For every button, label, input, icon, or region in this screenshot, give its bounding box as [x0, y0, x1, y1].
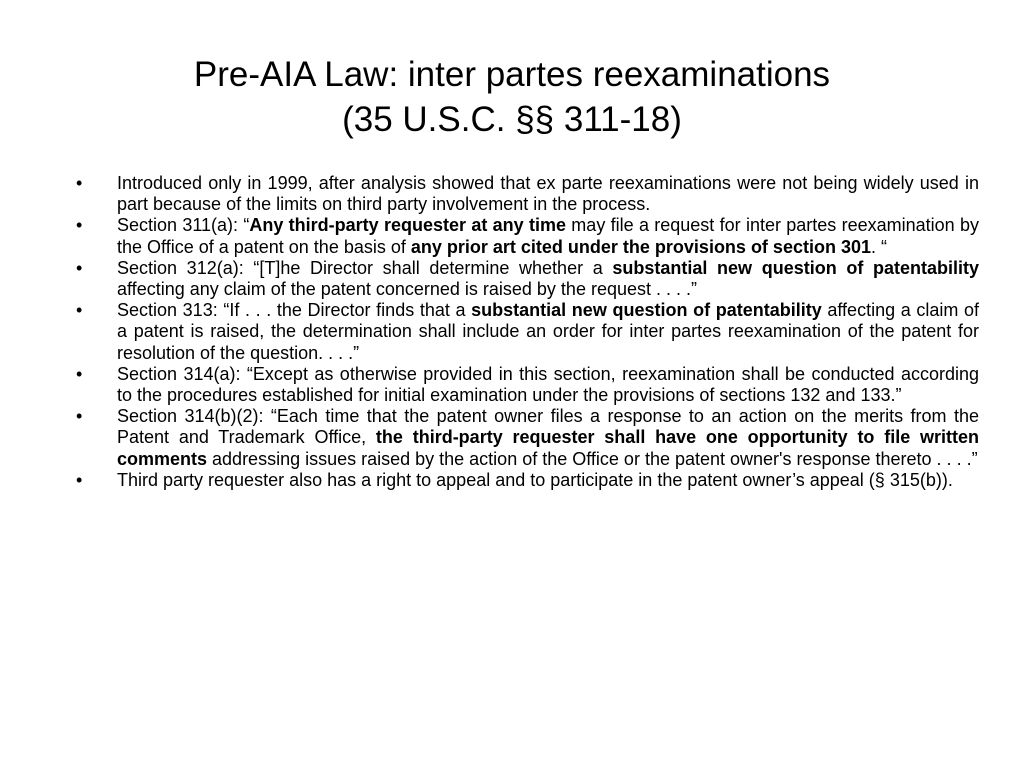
- bullet-text-segment: affecting a claim of a patent is raised, the determination shall include an order for inter partes reexamination of the patent for resolution of the question. . . .”: [117, 300, 980, 363]
- bullet-text-segment: may file a request for inter partes reexamination by the Office of a patent on the basis of: [117, 215, 979, 257]
- slide-title: [0, 52, 1024, 142]
- bullet-item: [76, 470, 979, 491]
- bullet-text: [117, 406, 979, 468]
- bullet-text-segment: addressing issues raised by the action of the Office or the patent owner's response thereto . . . .”: [207, 448, 978, 469]
- bullet-text-segment: affecting any claim of the patent concerned is raised by the request . . . .”: [117, 279, 697, 300]
- bullet-text-segment: Section 312(a): “[T]he Director shall determine whether a: [117, 257, 613, 278]
- bullet-text: [117, 215, 979, 256]
- bullet-dot-icon: •: [76, 173, 83, 193]
- bullet-dot-icon: •: [76, 363, 83, 384]
- bullet-text-emphasis: Any third-party requester at any time: [249, 215, 566, 236]
- bullet-text-emphasis: substantial new question of patentability: [471, 300, 822, 321]
- bullet-text-emphasis: the third-party requester shall have one opportunity to file written comments: [117, 427, 979, 469]
- bullet-text: [117, 300, 979, 362]
- bullet-list: [76, 173, 979, 491]
- bullet-text-segment: Introduced only in 1999, after analysis showed that ex parte reexaminations were not being widely used in part because of the limits on third party involvement in the process.: [117, 173, 979, 215]
- slide-title-line-1: Pre-AIA Law: inter partes reexaminations: [193, 55, 831, 94]
- bullet-text: [117, 470, 953, 490]
- bullet-text-segment: Section 313: “If . . . the Director finds that a: [117, 300, 472, 321]
- bullet-text-emphasis: any prior art cited under the provisions of section 301: [410, 236, 871, 257]
- bullet-text-segment: Section 314(b)(2): “Each time that the patent owner files a response to an action on the merits from the Patent and Trademark Office,: [117, 406, 979, 448]
- bullet-item: [76, 300, 979, 364]
- bullet-text: [117, 364, 979, 405]
- bullet-item: [76, 258, 979, 300]
- bullet-text-segment: Section 311(a): “: [117, 215, 250, 236]
- bullet-text-segment: Section 314(a): “Except as otherwise provided in this section, reexamination shall be conducted according to the procedures established for initial examination under the provisions of sections 132 and 133.”: [117, 363, 979, 406]
- bullet-item: [76, 215, 979, 257]
- bullet-item: [76, 364, 979, 406]
- bullet-dot-icon: •: [76, 300, 83, 321]
- bullet-item: [76, 173, 979, 215]
- slide-title-line-2: (35 U.S.C. §§ 311-18): [342, 100, 682, 139]
- bullet-text-segment: Third party requester also has a right to appeal and to participate in the patent owner’s appeal (§ 315(b)).: [117, 469, 953, 490]
- bullet-dot-icon: •: [76, 257, 83, 278]
- bullet-text-segment: . “: [870, 236, 887, 257]
- bullet-text: [117, 258, 979, 299]
- bullet-dot-icon: •: [76, 215, 83, 236]
- bullet-item: [76, 406, 979, 470]
- bullet-text: [117, 173, 979, 214]
- bullet-dot-icon: •: [76, 406, 83, 427]
- bullet-text-emphasis: substantial new question of patentability: [612, 257, 980, 278]
- bullet-dot-icon: •: [76, 469, 83, 490]
